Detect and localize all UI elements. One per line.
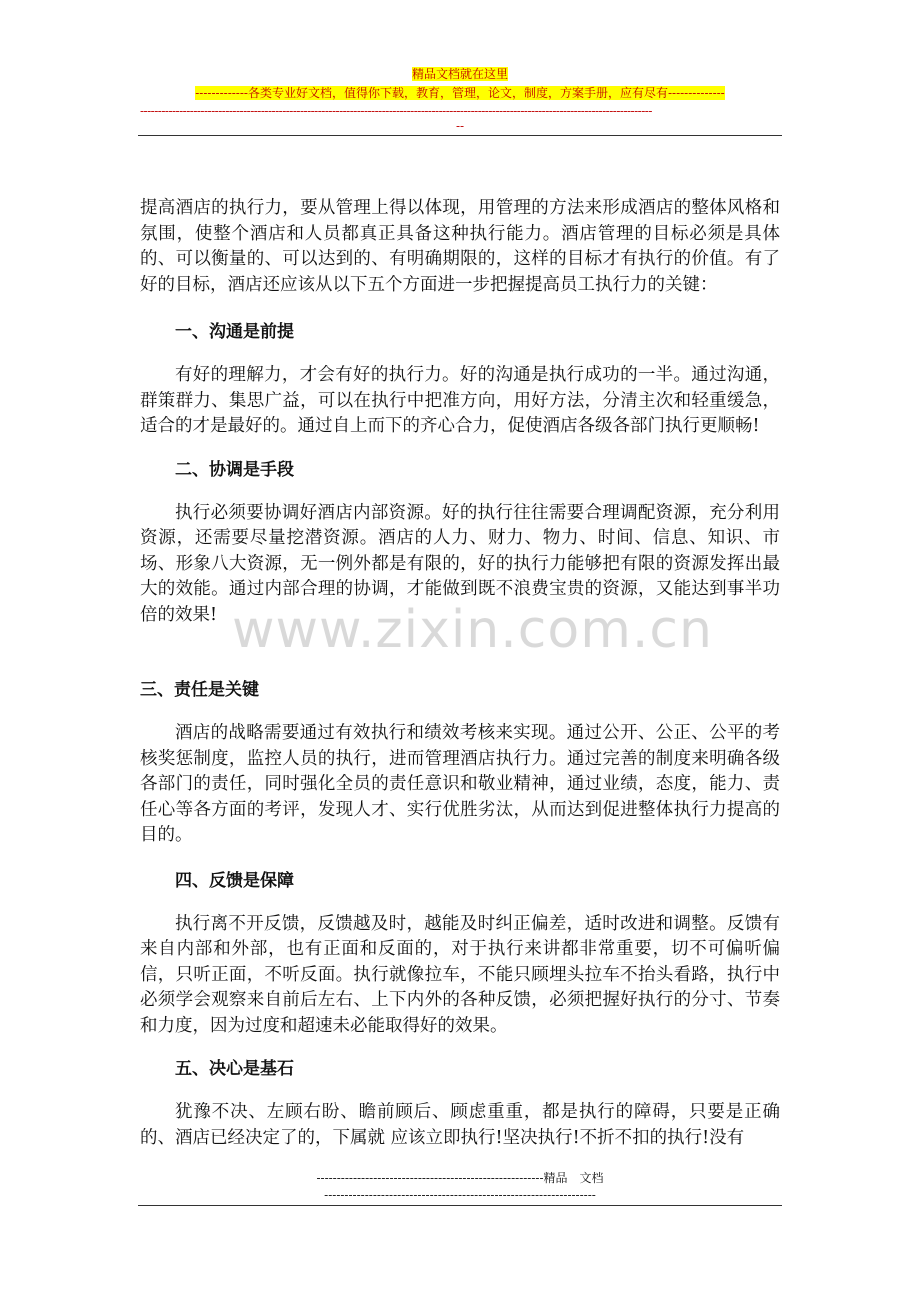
section-2-text: 执行必须要协调好酒店内部资源。好的执行往往需要合理调配资源，充分利用资源，还需要尽量挖潜资源。酒店的人力、财力、物力、时间、信息、知识、市场、形象八大资源，无一例外都是有限的，好的执行力能够把有限的资源发挥出最大的效能。通过内部合理的协调，才能做到既不浪费宝贵的资源，又能达到事半功倍的效果! (140, 502, 780, 625)
header-rule (138, 135, 782, 136)
footer-line-2: ------------------------------------------------------------------- (324, 1188, 596, 1202)
header-subtitle: -------------各类专业好文档，值得你下载，教育，管理，论文，制度，方案手册，应有尽有-------------- (195, 86, 725, 100)
intro-paragraph: 提高酒店的执行力，要从管理上得以体现，用管理的方法来形成酒店的整体风格和氛围，使整个酒店和人员都真正具备这种执行能力。酒店管理的目标必须是具体的、可以衡量的、可以达到的、有明确期限的，这样的目标才有执行的价值。有了好的目标，酒店还应该从以下五个方面进一步把握提高员工执行力的关键： (140, 198, 780, 295)
footer-line-1: --------------------------------------------------------精品 文档 (316, 1171, 604, 1185)
header-title: 精品文档就在这里 (411, 67, 508, 81)
section-3-text: 酒店的战略需要通过有效执行和绩效考核来实现。通过公开、公正、公平的考核奖惩制度，监控人员的执行，进而管理酒店执行力。通过完善的制度来明确各级各部门的责任，同时强化全员的责任意识和敬业精神，通过业绩，态度，能力、责任心等各方面的考评，发现人才、实行优胜劣汰，从而达到促进整体执行力提高的目的。 (140, 723, 780, 845)
section-3-heading: 三、责任是关键 (140, 680, 259, 700)
section-1-text: 有好的理解力，才会有好的执行力。好的沟通是执行成功的一半。通过沟通，群策群力、集思广益，可以在执行中把准方向，用好方法，分清主次和轻重缓急，适合的才是最好的。通过自上而下的齐心合力，促使酒店各级各部门执行更顺畅! (140, 365, 780, 436)
section-4-heading: 四、反馈是保障 (175, 870, 294, 891)
header-dash-tail: -- (455, 119, 465, 133)
header-dash-line: ------------------------------------------------------------------------------------------------------------------------------------------------ (140, 104, 652, 118)
watermark: www.zixin.com.cn (232, 600, 713, 660)
section-5-text: 犹豫不决、左顾右盼、瞻前顾后、顾虑重重，都是执行的障碍，只要是正确的、酒店已经决定了的，下属就 应该立即执行!坚决执行!不折不扣的执行!没有 (140, 1102, 780, 1148)
section-2-heading: 二、协调是手段 (175, 459, 294, 480)
section-1-heading: 一、沟通是前提 (175, 322, 294, 342)
section-5-heading: 五、决心是基石 (175, 1059, 294, 1079)
footer-rule (138, 1205, 782, 1206)
section-4-text: 执行离不开反馈，反馈越及时，越能及时纠正偏差，适时改进和调整。反馈有来自内部和外部，也有正面和反面的，对于执行来讲都非常重要，切不可偏听偏信，只听正面，不听反面。执行就像拉车，不能只顾埋头拉车不抬头看路，执行中必须学会观察来自前后左右、上下内外的各种反馈，必须把握好执行的分寸、节奏和力度，因为过度和超速未必能取得好的效果。 (140, 913, 780, 1036)
document-body (140, 196, 780, 1151)
